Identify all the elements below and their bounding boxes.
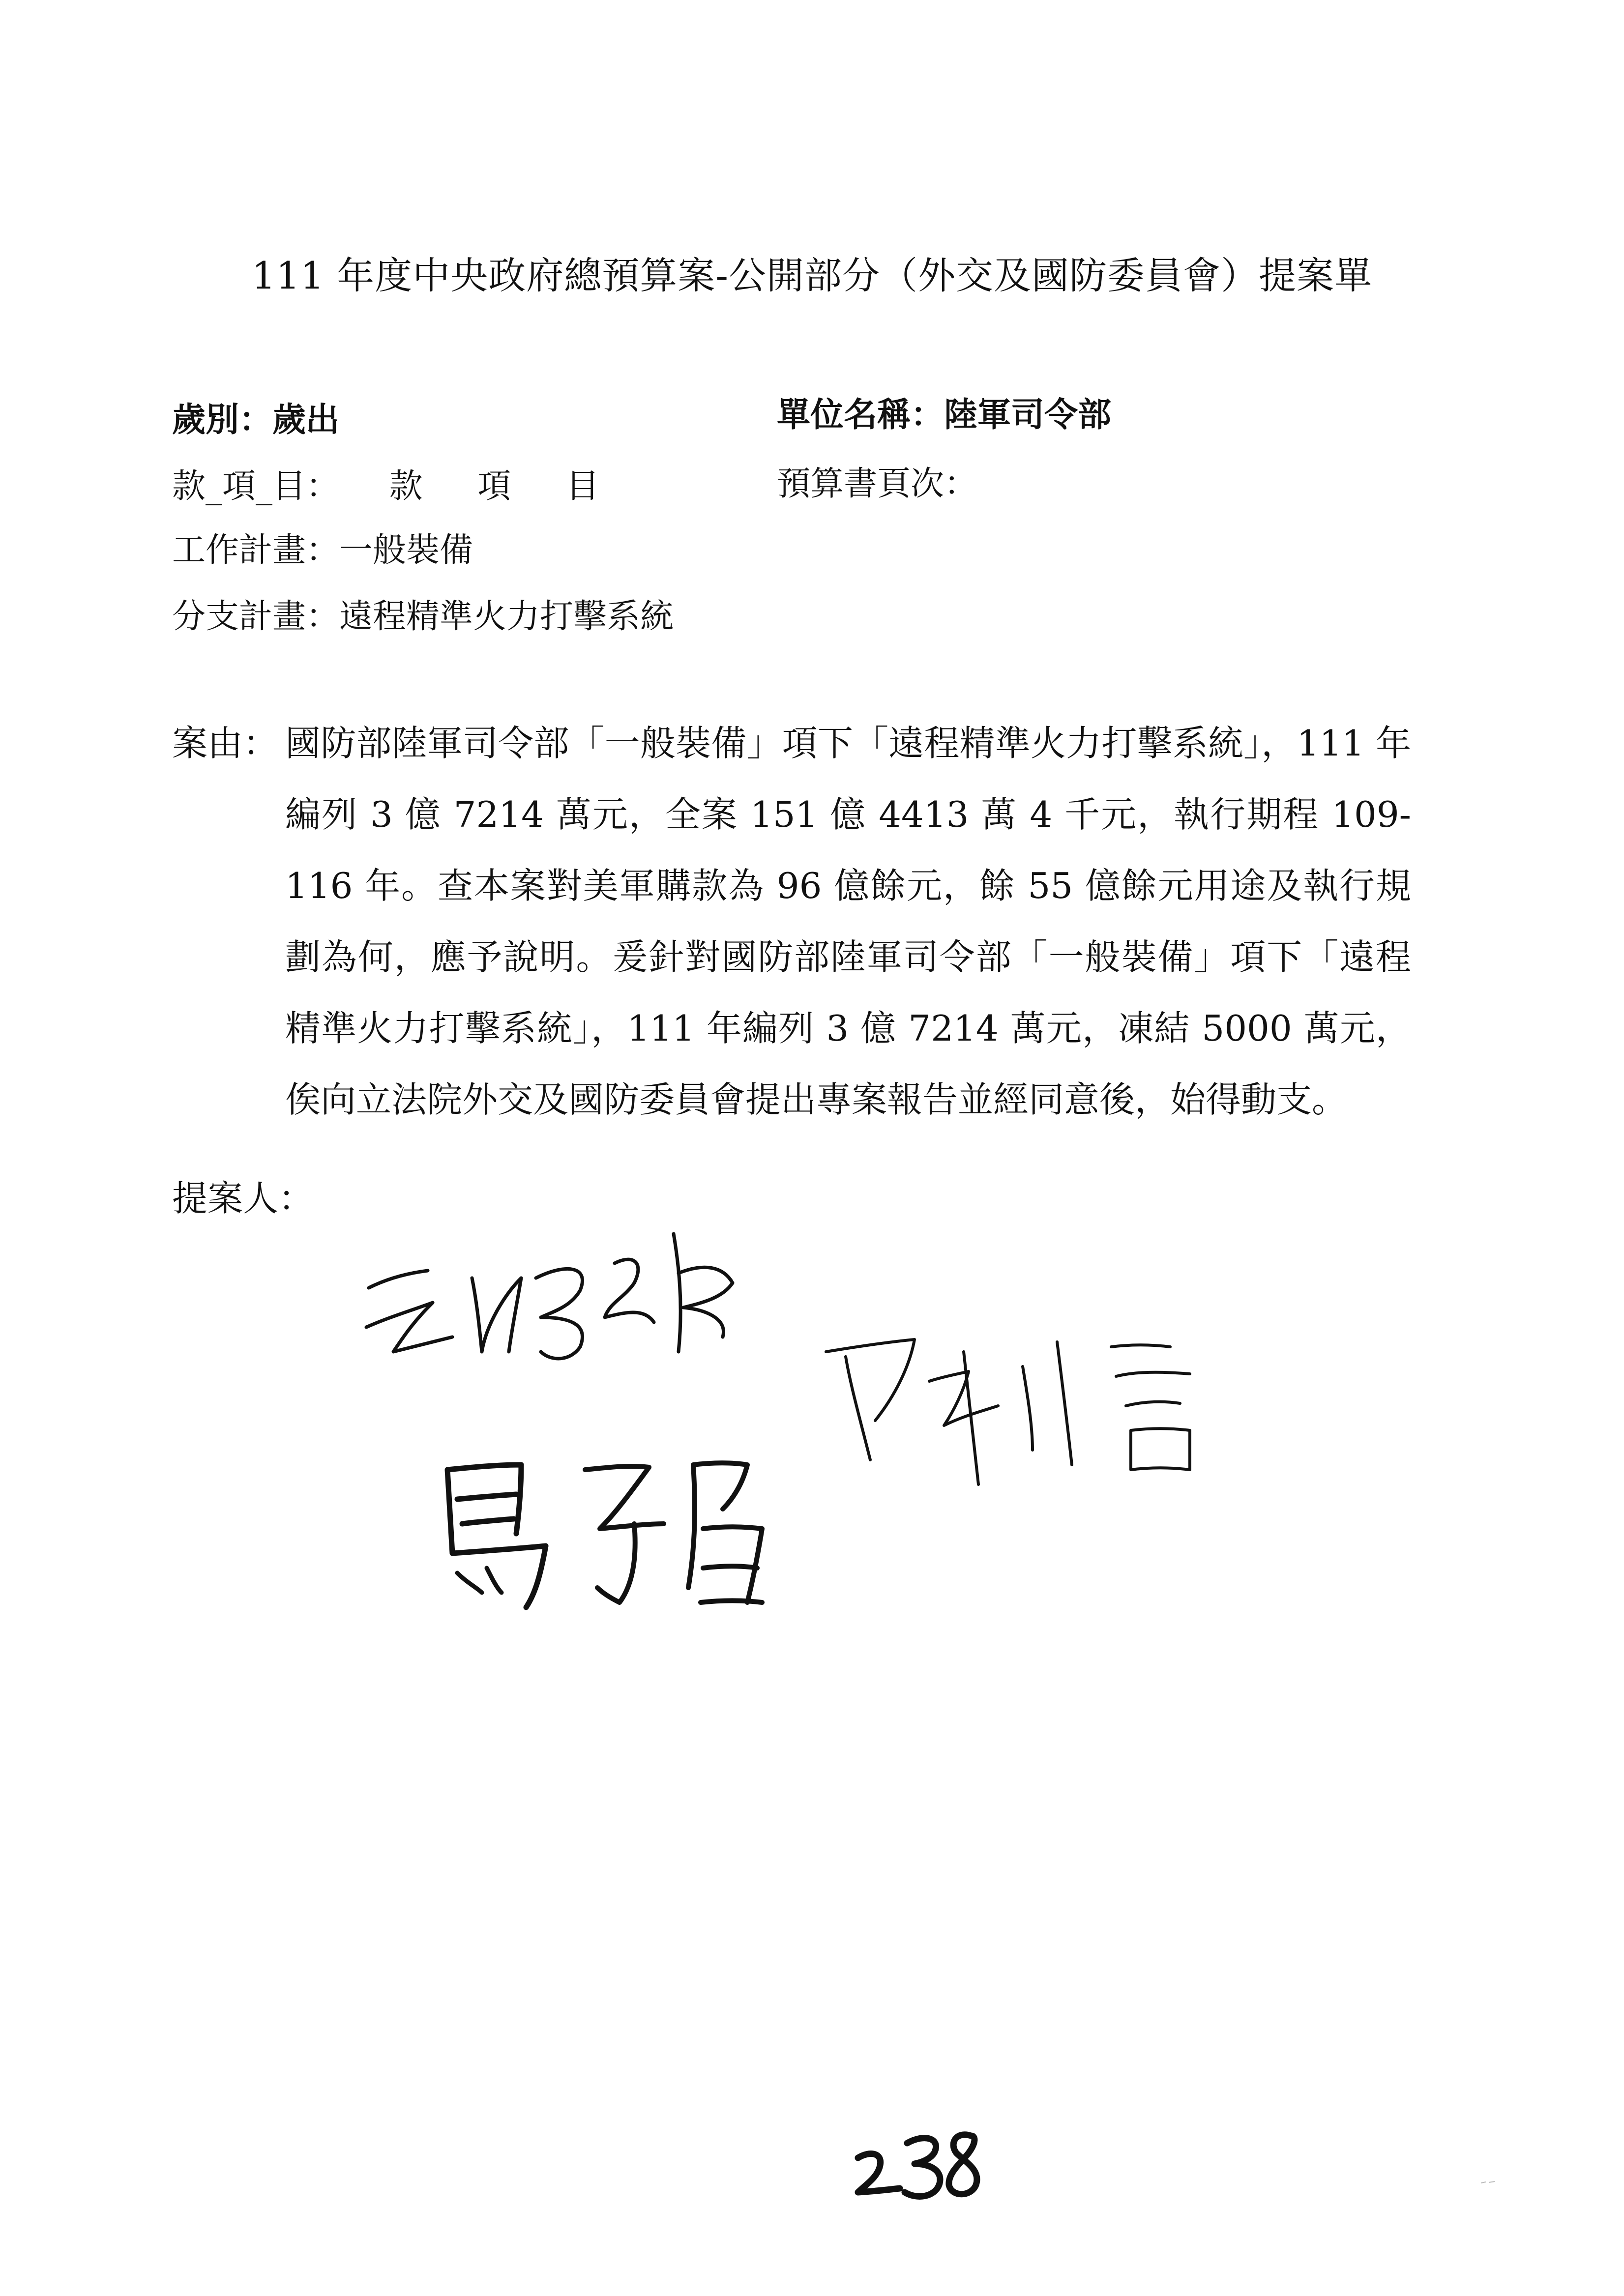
item-value-kuan: 款	[389, 467, 423, 506]
handwritten-signature-2	[816, 1322, 1234, 1501]
sub-plan-value: 遠程精準火力打擊系統	[339, 597, 674, 636]
item-values	[389, 467, 644, 506]
unit-row	[777, 388, 1111, 436]
work-plan-row	[172, 523, 473, 571]
scan-speck	[1480, 2178, 1500, 2183]
handwritten-signature-3	[428, 1440, 782, 1629]
proposer-label: 提案人：	[172, 1178, 314, 1219]
unit-value: 陸軍司令部	[944, 396, 1112, 435]
sub-plan-row	[172, 590, 674, 638]
category-row	[172, 393, 339, 441]
budget-page-row	[777, 457, 977, 505]
work-plan-value: 一般裝備	[339, 531, 473, 570]
item-value-xiang: 項	[477, 467, 511, 506]
sub-plan-label: 分支計畫：	[172, 597, 340, 636]
budget-page-label: 預算書頁次：	[777, 465, 978, 503]
item-row	[172, 460, 644, 507]
item-value-mu: 目	[565, 467, 599, 506]
handwritten-signature-1	[359, 1204, 752, 1393]
category-label: 歲別：	[172, 401, 273, 439]
category-value: 歲出	[272, 401, 340, 439]
reason-label: 案由：	[172, 723, 279, 764]
item-label: 款_項_目：	[172, 467, 340, 506]
reason-section	[172, 708, 1411, 1135]
unit-label: 單位名稱：	[777, 396, 945, 435]
reason-text: 國防部陸軍司令部「一般裝備」項下「遠程精準火力打擊系統」，111 年編列 3 億 7214 萬元，全案 151 億 4413 萬 4 千元，執行期程 109-116 年。查本案對美軍購款為 96 億餘元，餘 55 億餘元用途及執行規劃為何，應予說明。爰針對國防部陸軍司令部「一般裝備」項下「遠程精準火力打擊系統」，111 年編列 3 億 7214 萬元，凍結 5000 萬元，俟向立法院外交及國防委員會提出專案報告並經同意後，始得動支。	[285, 723, 1411, 1120]
work-plan-label: 工作計畫：	[172, 531, 340, 570]
document-title: 111 年度中央政府總預算案-公開部分（外交及國防委員會）提案單	[252, 254, 1372, 297]
page-number	[851, 2123, 988, 2209]
